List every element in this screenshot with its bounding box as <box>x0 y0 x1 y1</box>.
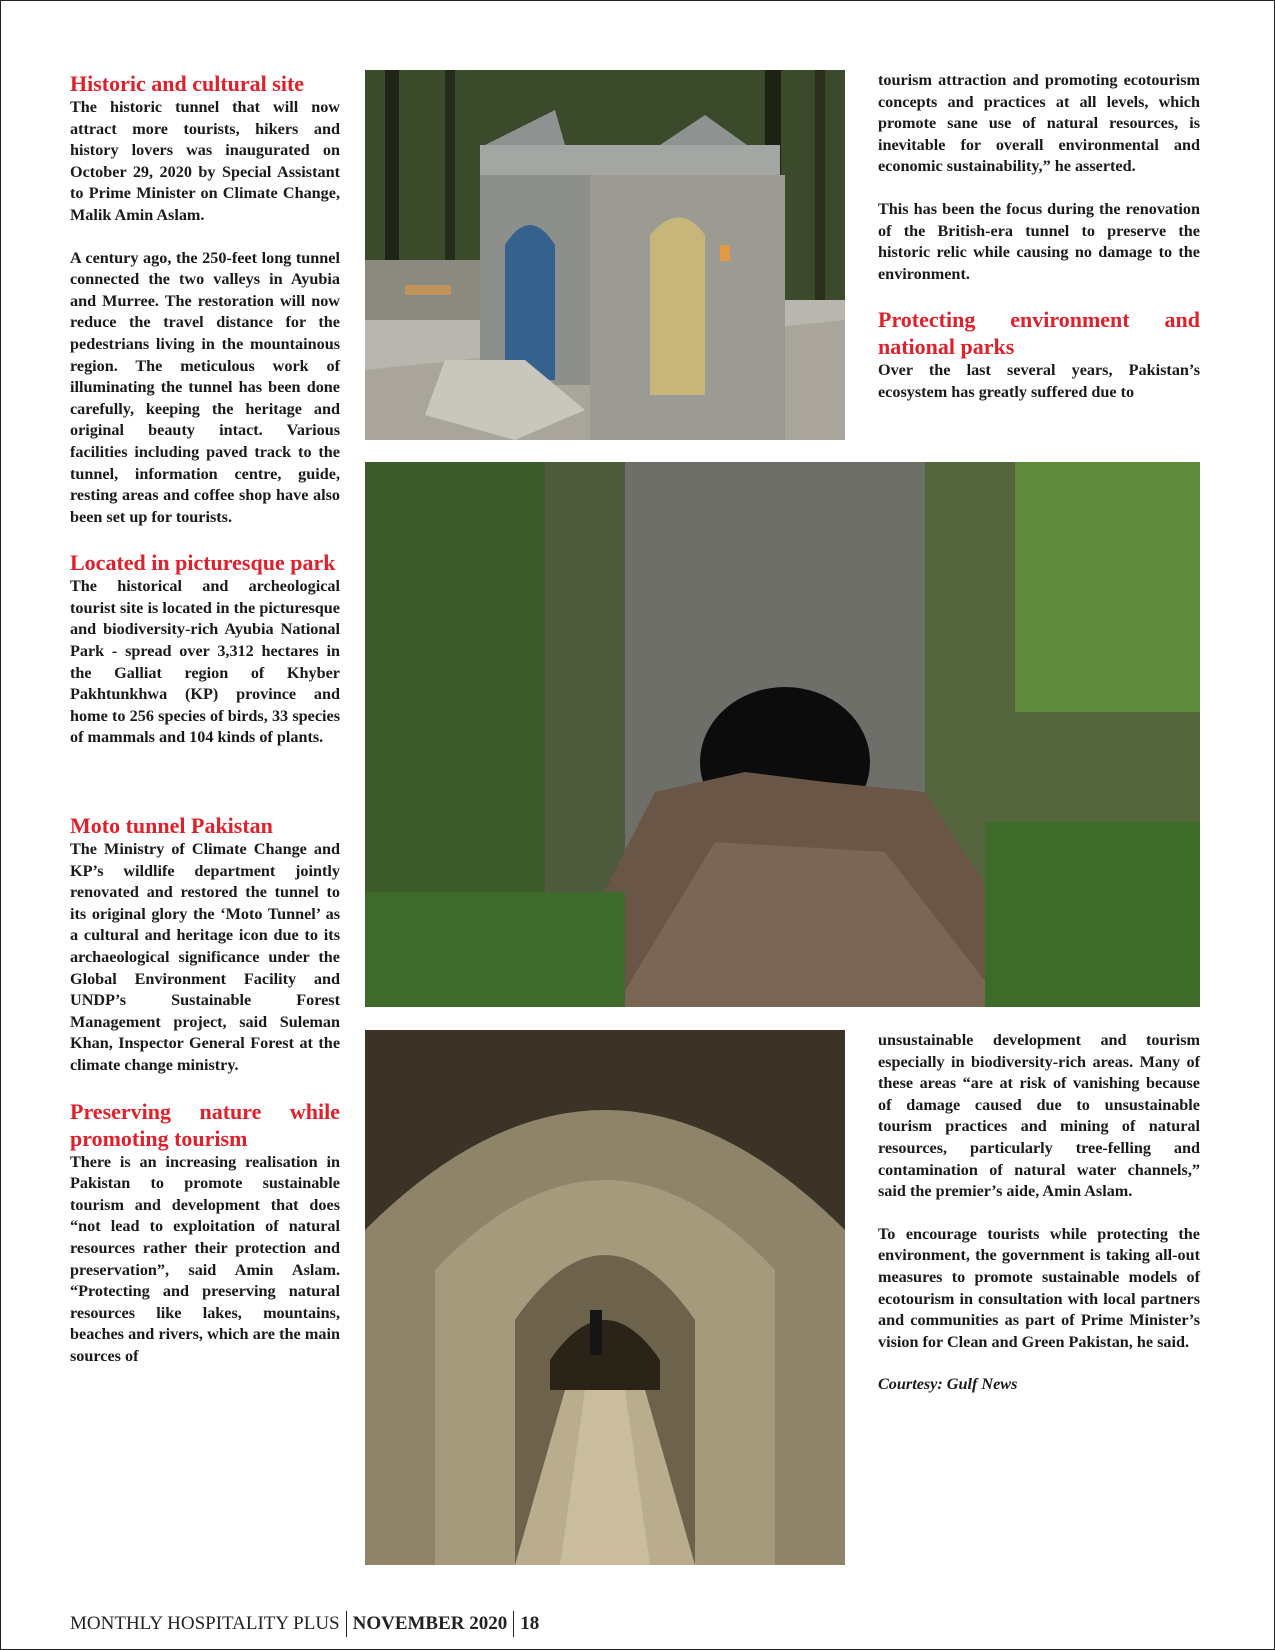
photo-tunnel-entrance <box>365 462 1200 1007</box>
heading-picturesque-park: Located in picturesque park <box>70 550 336 576</box>
paragraph: A century ago, the 250-feet long tunnel connected the two valleys in Ayubia and Murree. The restoration will now reduce the travel distance for the pedestrians living in the mountainous region. The meticulous work of illuminating the tunnel has been done carefully, keeping the heritage and original beauty intact. Various facilities including paved track to the tunnel, information centre, guide, resting areas and coffee shop have also been set up for tourists. <box>70 248 340 526</box>
paragraph: tourism attraction and promoting ecotourism concepts and practices at all levels, which promote sane use of natural resources, is inevitable for overall environmental and economic sustainability,” he asserted. <box>878 71 1200 176</box>
paragraph: Over the last several years, Pakistan’s ecosystem has greatly suffered due to <box>878 361 1200 401</box>
footer-divider <box>513 1611 514 1637</box>
paragraph: There is an increasing realisation in Pakistan to promote sustainable tourism and development that does “not lead to exploitation of natural resources rather their protection and preservation”, said Amin Aslam. “Protecting and preserving natural resources like lakes, mountains, beaches and rivers, which are the main sources of <box>70 1152 340 1365</box>
magazine-name: MONTHLY HOSPITALITY PLUS <box>70 1613 340 1634</box>
heading-preserving-nature: Preserving nature while promoting tourism <box>70 1098 340 1151</box>
issue-date: NOVEMBER 2020 <box>352 1613 508 1634</box>
page-footer <box>70 1610 539 1638</box>
photo-tunnel-gatehouse <box>365 70 845 440</box>
paragraph: The historic tunnel that will now attract more tourists, hikers and history lovers was inaugurated on October 29, 2020 by Special Assistant to Prime Minister on Climate Change, Malik Amin Aslam. <box>70 98 340 224</box>
left-column <box>70 70 340 1368</box>
heading-protecting-environment: Protecting environment and national parks <box>878 307 1200 360</box>
page-number: 18 <box>520 1613 540 1634</box>
paragraph: This has been the focus during the renovation of the British-era tunnel to preserve the historic relic while causing no damage to the environment. <box>878 199 1200 283</box>
paragraph: The historical and archeological tourist site is located in the picturesque and biodiversity-rich Ayubia National Park - spread over 3,312 hectares in the Galliat region of Khyber Pakhtunkhwa (KP) province and home to 256 species of birds, 33 species of mammals and 104 kinds of plants. <box>70 577 340 747</box>
right-column-bottom <box>878 1030 1200 1396</box>
right-column-top <box>878 70 1200 404</box>
courtesy-credit: Courtesy: Gulf News <box>878 1375 1018 1394</box>
paragraph: unsustainable development and tourism especially in biodiversity-rich areas. Many of these areas “are at risk of vanishing because of damage caused due to unsustainable tourism practices and mining of natural resources, particularly tree-felling and contamination of natural water channels,” said the premier’s aide, Amin Aslam. <box>878 1031 1200 1201</box>
paragraph: The Ministry of Climate Change and KP’s wildlife department jointly renovated and restored the tunnel to its original glory the ‘Moto Tunnel’ as a cultural and heritage icon due to its archaeological significance under the Global Environment Facility and UNDP’s Sustainable Forest Management project, said Suleman Khan, Inspector General Forest at the climate change ministry. <box>70 840 340 1074</box>
footer-divider <box>346 1611 347 1637</box>
heading-historic-site: Historic and cultural site <box>70 71 305 96</box>
photo-tunnel-interior <box>365 1030 845 1565</box>
heading-moto-tunnel: Moto tunnel Pakistan <box>70 813 273 839</box>
paragraph: To encourage tourists while protecting the environment, the government is taking all-out measures to promote sustainable models of ecotourism in consultation with local partners and communities as part of Prime Minister’s vision for Clean and Green Pakistan, he said. <box>878 1224 1200 1351</box>
